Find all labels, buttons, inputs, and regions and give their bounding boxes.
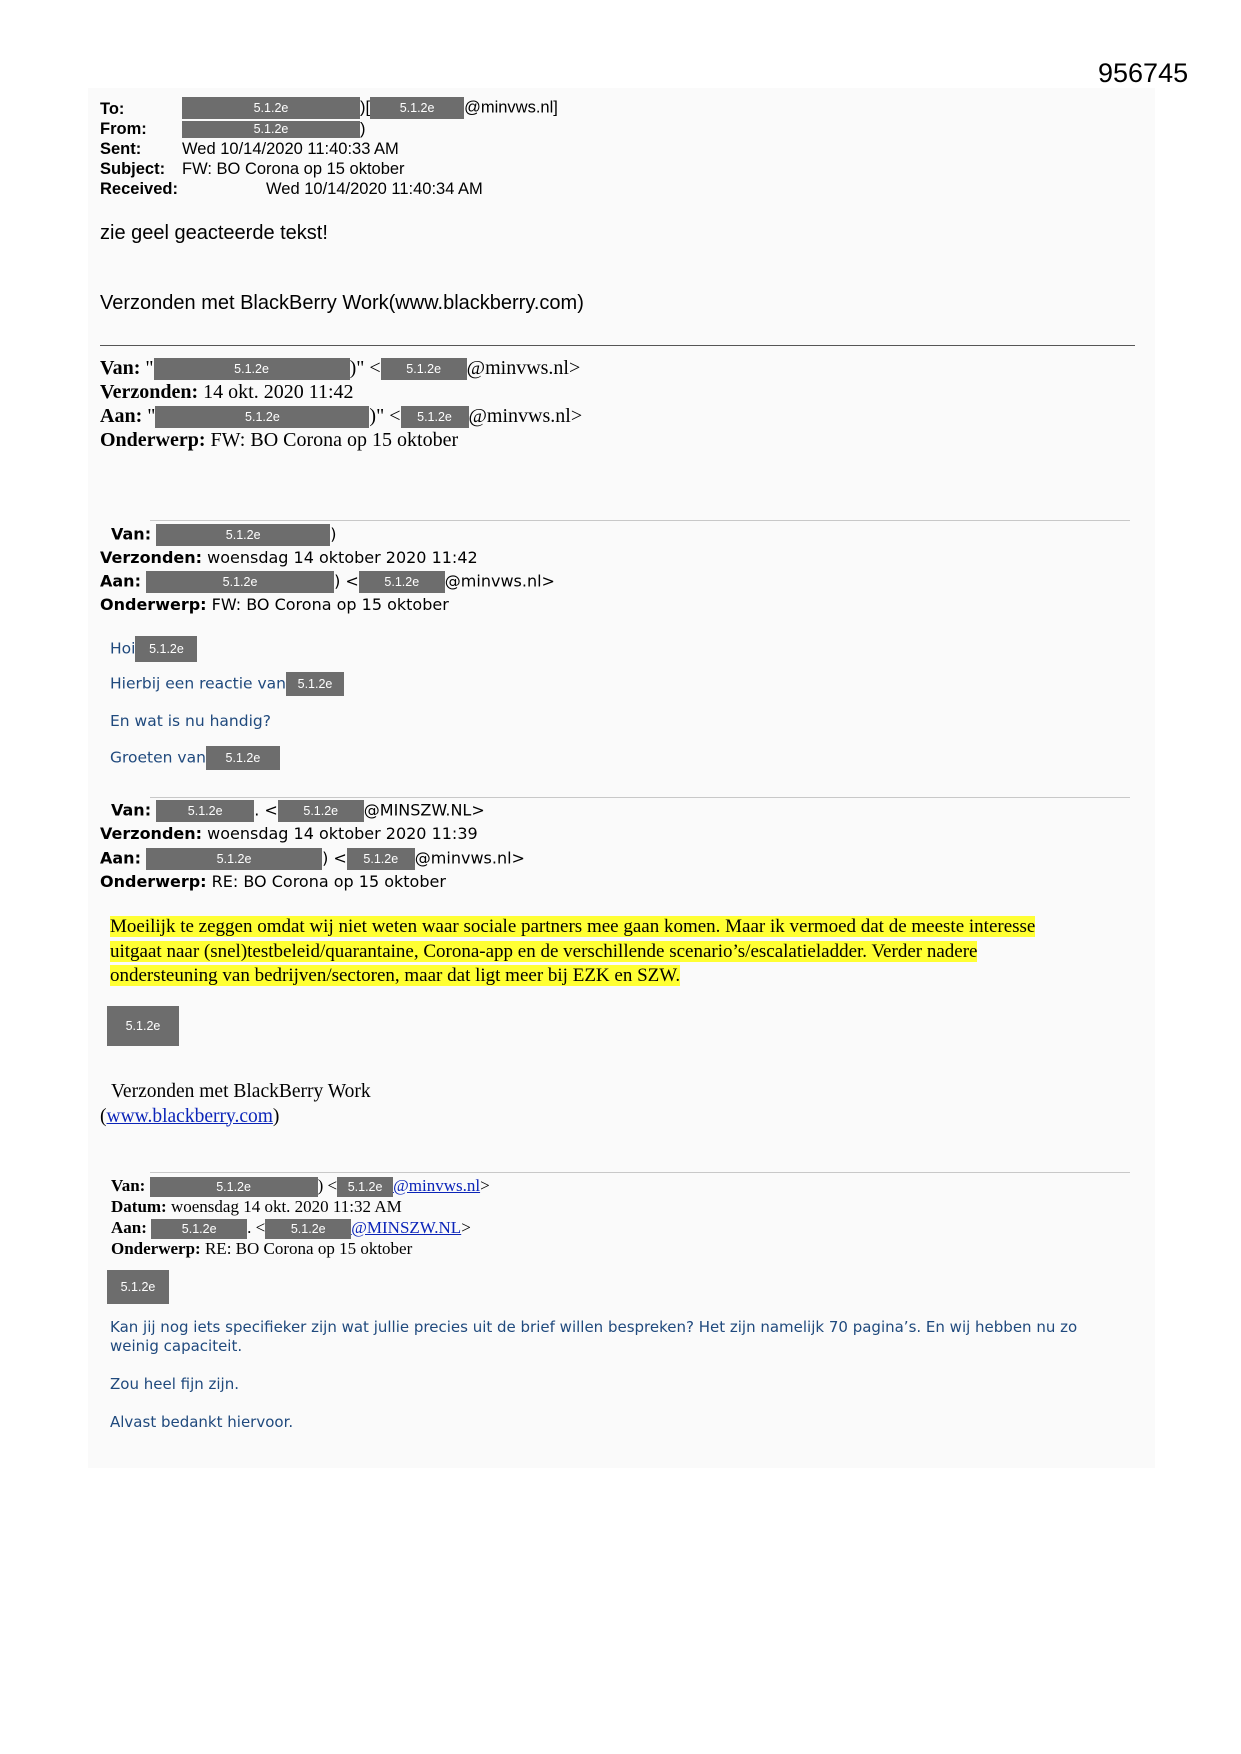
msg3-van: [111, 800, 485, 822]
van-domain: @minvws.nl>: [466, 357, 581, 379]
redaction: 5.1.2e: [381, 358, 467, 380]
body-hierbij: [110, 672, 344, 696]
highlight-line: Moeilijk te zeggen omdat wij niet weten waar sociale partners mee gaan komen. Maar ik vermoed dat de meeste interesse: [110, 916, 1036, 937]
msg1-van: [100, 357, 580, 381]
redaction: 5.1.2e: [347, 848, 415, 870]
onderwerp-value: FW: BO Corona op 15 oktober: [210, 429, 459, 451]
aan-mid: ) <: [322, 848, 347, 868]
redaction: 5.1.2e: [107, 1270, 169, 1304]
sent-value: Wed 10/14/2020 11:40:33 AM: [182, 140, 399, 158]
redaction: 5.1.2e: [156, 800, 254, 822]
body-line: Kan jij nog iets specifieker zijn wat jullie precies uit de brief willen bespreken? Het zijn namelijk 70 pagina’s. En wij hebben nu zo: [110, 1318, 1078, 1336]
aan-label: Aan:: [100, 848, 141, 868]
msg1-onderwerp: [100, 429, 458, 453]
verzonden-value: 14 okt. 2020 11:42: [203, 381, 354, 403]
to-value: [182, 97, 558, 119]
body-groeten: [110, 746, 280, 770]
redaction: 5.1.2e: [146, 571, 334, 593]
onderwerp-label: Onderwerp:: [100, 429, 206, 451]
redaction: 5.1.2e: [182, 97, 360, 119]
datum-value: woensdag 14 okt. 2020 11:32 AM: [170, 1197, 402, 1216]
van-domain: @MINSZW.NL>: [363, 800, 485, 820]
redaction: 5.1.2e: [337, 1177, 393, 1197]
quote: ": [147, 405, 156, 427]
redaction: 5.1.2e: [286, 672, 344, 696]
van-label: Van:: [111, 800, 152, 820]
body-handig: En wat is nu handig?: [110, 712, 271, 730]
highlight-line: ondersteuning van bedrijven/sectoren, maar dat ligt meer bij EZK en SZW.: [110, 965, 681, 986]
msg4-datum: [111, 1196, 402, 1217]
body-line: weinig capaciteit.: [110, 1337, 243, 1355]
van-label: Van:: [111, 524, 152, 544]
msg2-onderwerp: [100, 595, 449, 614]
subject-value: FW: BO Corona op 15 oktober: [182, 160, 405, 178]
quote: ": [145, 357, 154, 379]
aan-mid: ) <: [334, 571, 359, 591]
redaction: 5.1.2e: [151, 1219, 247, 1239]
body-line: Alvast bedankt hiervoor.: [110, 1413, 294, 1431]
msg1-aan: [100, 405, 582, 429]
aan-label: Aan:: [111, 1218, 147, 1237]
redaction: 5.1.2e: [278, 800, 364, 822]
van-email-link[interactable]: @minvws.nl: [393, 1176, 481, 1195]
verzonden-label: Verzonden:: [100, 381, 199, 403]
verzonden-label: Verzonden:: [100, 548, 203, 567]
signature-line: Verzonden met BlackBerry Work: [111, 1081, 371, 1102]
verzonden-value: woensdag 14 oktober 2020 11:42: [207, 548, 478, 567]
aan-domain: @minvws.nl>: [444, 571, 555, 591]
gt: >: [461, 1218, 471, 1237]
redaction: 5.1.2e: [154, 358, 350, 380]
onderwerp-value: RE: BO Corona op 15 oktober: [204, 1239, 413, 1258]
redaction: 5.1.2e: [370, 97, 464, 119]
redaction: 5.1.2e: [265, 1219, 351, 1239]
hierbij-text: Hierbij een reactie van: [110, 674, 287, 693]
from-value: [182, 120, 366, 139]
body-hoi: [110, 636, 197, 662]
msg3-onderwerp: [100, 872, 446, 891]
paren-open: (: [100, 1105, 107, 1127]
van-close: ): [330, 524, 337, 544]
msg1-verzonden: [100, 381, 354, 405]
redaction: 5.1.2e: [150, 1177, 318, 1197]
aan-mid: . <: [247, 1218, 266, 1237]
redaction: 5.1.2e: [107, 1006, 179, 1046]
onderwerp-label: Onderwerp:: [100, 872, 207, 891]
redaction: 5.1.2e: [146, 848, 322, 870]
aan-domain: @minvws.nl>: [468, 405, 583, 427]
van-label: Van:: [100, 357, 141, 379]
msg4-van: [111, 1175, 490, 1197]
aan-mid: )" <: [369, 405, 401, 427]
signature-link-line: [100, 1105, 279, 1130]
msg3-verzonden: [100, 824, 478, 843]
van-mid: )" <: [349, 357, 381, 379]
paren-close: ): [272, 1105, 280, 1127]
redaction: 5.1.2e: [206, 746, 280, 770]
highlight-line: uitgaat naar (snel)testbeleid/quarantaine, Corona-app en de verschillende scenario’s/escalatieladder. Verder nadere: [110, 940, 978, 962]
van-label: Van:: [111, 1176, 146, 1195]
onderwerp-label: Onderwerp:: [111, 1239, 201, 1258]
groeten-text: Groeten van: [110, 748, 206, 767]
intro-text: zie geel geacteerde tekst!: [100, 222, 328, 244]
from-label: From:: [100, 120, 147, 138]
to-label: To:: [100, 100, 125, 118]
redaction: 5.1.2e: [155, 406, 369, 428]
to-domain: @minvws.nl]: [464, 98, 558, 117]
verzonden-label: Verzonden:: [100, 824, 203, 843]
from-paren: ): [360, 120, 366, 138]
to-bracket: )[: [360, 98, 371, 117]
msg2-aan: [100, 571, 555, 593]
aan-domain: @minvws.nl>: [414, 848, 525, 868]
gt: >: [480, 1176, 490, 1195]
divider: [150, 520, 1130, 521]
received-value: Wed 10/14/2020 11:40:34 AM: [266, 180, 483, 198]
verzonden-value: woensdag 14 oktober 2020 11:39: [207, 824, 478, 843]
intro-signature: Verzonden met BlackBerry Work(www.blackberry.com): [100, 292, 584, 314]
msg4-aan: [111, 1217, 471, 1239]
document-number: 956745: [1098, 58, 1189, 88]
msg2-verzonden: [100, 548, 478, 567]
subject-label: Subject:: [100, 160, 166, 178]
redaction: 5.1.2e: [359, 571, 445, 593]
onderwerp-label: Onderwerp:: [100, 595, 207, 614]
msg4-onderwerp: [111, 1238, 412, 1259]
divider: [150, 797, 1130, 798]
body-line: Zou heel fijn zijn.: [110, 1375, 240, 1393]
van-mid: . <: [254, 800, 278, 820]
msg2-van: [111, 524, 336, 546]
sent-label: Sent:: [100, 140, 142, 158]
divider: [100, 345, 1135, 346]
redaction: 5.1.2e: [182, 121, 360, 138]
divider: [150, 1172, 1130, 1173]
redaction: 5.1.2e: [135, 636, 197, 662]
aan-label: Aan:: [100, 405, 143, 427]
onderwerp-value: FW: BO Corona op 15 oktober: [211, 595, 449, 614]
aan-email-link[interactable]: @MINSZW.NL: [351, 1218, 462, 1237]
datum-label: Datum:: [111, 1197, 167, 1216]
hoi-text: Hoi: [110, 639, 136, 658]
redaction: 5.1.2e: [156, 524, 330, 546]
redaction: 5.1.2e: [401, 406, 469, 428]
received-label: Received:: [100, 180, 178, 198]
onderwerp-value: RE: BO Corona op 15 oktober: [211, 872, 446, 891]
blackberry-link[interactable]: www.blackberry.com: [106, 1105, 273, 1127]
van-mid: ) <: [317, 1176, 338, 1195]
aan-label: Aan:: [100, 571, 141, 591]
msg3-aan: [100, 848, 525, 870]
